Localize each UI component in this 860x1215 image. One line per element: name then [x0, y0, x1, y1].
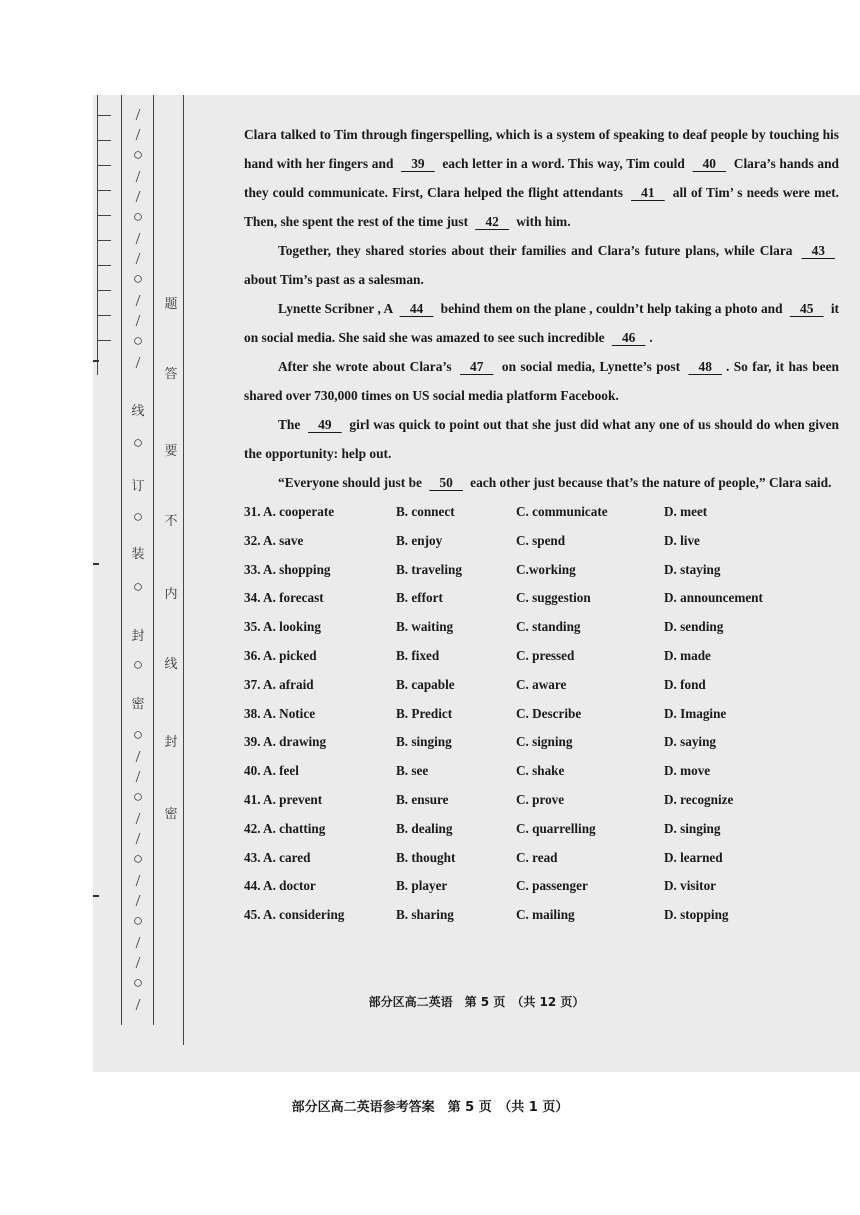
- passage-text: with him.: [512, 214, 571, 229]
- option-choice: C. spend: [516, 532, 566, 548]
- option-choice: B. player: [396, 878, 448, 894]
- hint-char: 不: [164, 514, 178, 529]
- option-row: [244, 727, 839, 756]
- exam-page-footer: 部分区高二英语 第 5 页 （共 12 页）: [368, 995, 585, 1009]
- option-choice: 35. A. looking: [244, 619, 321, 635]
- passage-paragraph: [244, 120, 839, 236]
- option-choice: C. Describe: [516, 705, 582, 721]
- passage-text: Together, they shared stories about their families and Clara’s future plans, while Clara: [278, 243, 798, 258]
- passage-text: The: [278, 417, 305, 432]
- blank-number: 44: [409, 301, 424, 316]
- binding-mark: [93, 895, 99, 897]
- option-choice: C. passenger: [516, 878, 588, 894]
- option-choice: D. fond: [664, 676, 706, 692]
- hint-char: 要: [164, 444, 178, 459]
- blank-number: 50: [439, 475, 453, 490]
- passage-paragraph: [244, 410, 839, 468]
- option-choice: 38. A. Notice: [244, 705, 316, 721]
- seal-char: 订: [131, 479, 145, 494]
- option-choice: C. read: [516, 849, 558, 865]
- option-row: [244, 670, 839, 699]
- option-choice: C. mailing: [516, 907, 575, 923]
- binding-margin: [93, 95, 185, 1072]
- option-choice: 39. A. drawing: [244, 734, 327, 750]
- option-choice: B. thought: [396, 849, 456, 865]
- option-row: [244, 699, 839, 728]
- option-row: [244, 583, 839, 612]
- blank-number: 42: [485, 214, 499, 229]
- option-choice: D. move: [664, 763, 711, 779]
- passage-text: Lynette Scribner , A: [278, 301, 396, 316]
- inner-seal-char: 封: [164, 735, 178, 750]
- answer-key-footer: 部分区高二英语参考答案 第 5 页 （共 1 页）: [291, 1100, 569, 1115]
- binding-line: [153, 95, 154, 1025]
- option-choice: B. singing: [396, 734, 452, 750]
- blank-number: 48: [698, 359, 712, 374]
- seal-char: 封: [131, 629, 145, 644]
- answer-options: [244, 497, 839, 929]
- option-choice: B. enjoy: [396, 532, 443, 548]
- option-choice: 31. A. cooperate: [244, 504, 335, 519]
- exam-content: [244, 120, 839, 929]
- option-choice: 34. A. forecast: [244, 590, 324, 606]
- option-choice: D. sending: [664, 619, 724, 635]
- option-choice: B. sharing: [396, 907, 454, 923]
- option-row: [244, 526, 839, 555]
- option-row: [244, 785, 839, 814]
- option-row: [244, 497, 839, 526]
- option-choice: D. meet: [664, 504, 708, 519]
- passage-paragraph: [244, 468, 839, 497]
- passage-text: . So far, it has been shared over 730,000 times on US social media platform Facebook.: [244, 359, 839, 403]
- option-choice: 45. A. considering: [244, 907, 345, 923]
- passage-paragraph: [244, 294, 839, 352]
- seal-line-column: / / ○ / / ○ / / ○ / / ○ / 线 ○ 订 ○ 装 ○ 封 ○ 密 ○ / / ○ / / ○ / / ○ / / ○ /: [127, 95, 149, 1045]
- passage-text: on social media, Lynette’s post: [497, 359, 685, 374]
- blank-number: 47: [470, 359, 484, 374]
- option-choice: C. standing: [516, 619, 581, 635]
- passage-text: .: [649, 330, 653, 345]
- seal-char: 装: [131, 547, 145, 562]
- passage-paragraph: [244, 352, 839, 410]
- passage-text: all of Tim’ s needs were met. Then, she spent the rest of the time just: [244, 185, 839, 229]
- binding-line: [97, 95, 98, 375]
- blank-number: 41: [641, 185, 655, 200]
- passage-paragraph: [244, 236, 839, 294]
- blank-number: 39: [411, 156, 425, 171]
- option-choice: D. learned: [664, 849, 723, 865]
- option-choice: 32. A. save: [244, 532, 304, 548]
- option-choice: C. suggestion: [516, 590, 591, 606]
- option-choice: D. Imagine: [664, 705, 727, 721]
- seal-char: 线: [131, 404, 145, 419]
- passage-text: Clara talked to Tim through fingerspelling, which is a system of speaking to deaf people by touching his hand with her fingers and: [244, 127, 839, 171]
- inner-seal-char: 线: [164, 657, 178, 672]
- binding-line: [121, 95, 122, 1025]
- blank-number: 40: [702, 156, 716, 171]
- option-choice: D. live: [664, 532, 700, 548]
- option-row: [244, 871, 839, 900]
- option-row: [244, 756, 839, 785]
- option-choice: 37. A. afraid: [244, 676, 314, 692]
- option-choice: B. Predict: [396, 705, 453, 721]
- option-row: [244, 555, 839, 584]
- option-choice: 41. A. prevent: [244, 791, 323, 807]
- blank-number: 46: [621, 330, 636, 345]
- option-choice: D. staying: [664, 561, 721, 577]
- blank-number: 45: [800, 301, 814, 316]
- option-row: [244, 641, 839, 670]
- option-choice: D. made: [664, 647, 711, 663]
- option-choice: D. stopping: [664, 907, 729, 923]
- blank-number: 49: [318, 417, 332, 432]
- option-choice: B. fixed: [396, 647, 440, 663]
- inner-seal-char: 密: [164, 807, 178, 822]
- binding-mark: [93, 563, 99, 565]
- option-choice: C. quarrelling: [516, 820, 596, 836]
- passage-text: “Everyone should just be: [278, 475, 426, 490]
- hint-char: 题: [164, 297, 178, 312]
- option-choice: B. see: [396, 763, 429, 779]
- option-choice: B. connect: [396, 504, 455, 519]
- option-choice: 43. A. cared: [244, 849, 311, 865]
- option-choice: D. singing: [664, 820, 721, 836]
- option-choice: 42. A. chatting: [244, 820, 326, 836]
- blank-number: 43: [811, 243, 825, 258]
- option-row: [244, 814, 839, 843]
- cloze-passage: [244, 120, 839, 497]
- option-choice: D. recognize: [664, 791, 734, 807]
- passage-text: behind them on the plane , couldn’t help taking a photo and: [437, 301, 786, 316]
- passage-text: about Tim’s past as a salesman.: [244, 272, 424, 287]
- option-choice: C. prove: [516, 791, 565, 807]
- option-row: [244, 900, 839, 929]
- option-choice: C. signing: [516, 734, 573, 750]
- option-choice: 36. A. picked: [244, 647, 317, 663]
- binding-mark: [93, 360, 99, 362]
- option-choice: C. pressed: [516, 647, 575, 663]
- option-choice: 44. A. doctor: [244, 878, 316, 894]
- option-choice: B. waiting: [396, 619, 454, 635]
- hint-char: 答: [164, 367, 178, 382]
- option-choice: D. saying: [664, 734, 717, 750]
- option-choice: D. visitor: [664, 878, 717, 894]
- option-choice: C. aware: [516, 676, 567, 692]
- option-row: [244, 612, 839, 641]
- option-choice: C. communicate: [516, 504, 608, 519]
- option-choice: B. traveling: [396, 561, 462, 577]
- option-row: [244, 843, 839, 872]
- option-choice: B. effort: [396, 590, 443, 606]
- option-choice: C.working: [516, 561, 576, 577]
- option-choice: B. capable: [396, 676, 455, 692]
- passage-text: each letter in a word. This way, Tim could: [438, 156, 689, 171]
- passage-text: each other just because that’s the nature of people,” Clara said.: [466, 475, 832, 490]
- seal-char: 密: [131, 697, 145, 712]
- passage-text: girl was quick to point out that she just did what any one of us should do when given the opportunity: help out.: [244, 417, 839, 461]
- passage-text: it on social media. She said she was amazed to see such incredible: [244, 301, 839, 345]
- scanned-exam-page: [93, 95, 860, 1072]
- option-choice: B. ensure: [396, 791, 449, 807]
- option-choice: C. shake: [516, 763, 565, 779]
- binding-line: [183, 95, 184, 1045]
- passage-text: Clara’s hands and they could communicate. First, Clara helped the flight attendants: [244, 156, 840, 200]
- option-choice: B. dealing: [396, 820, 453, 836]
- option-choice: 33. A. shopping: [244, 561, 331, 577]
- hint-char: 内: [164, 587, 178, 602]
- option-choice: 40. A. feel: [244, 763, 299, 779]
- option-choice: D. announcement: [664, 590, 763, 606]
- passage-text: After she wrote about Clara’s: [278, 359, 456, 374]
